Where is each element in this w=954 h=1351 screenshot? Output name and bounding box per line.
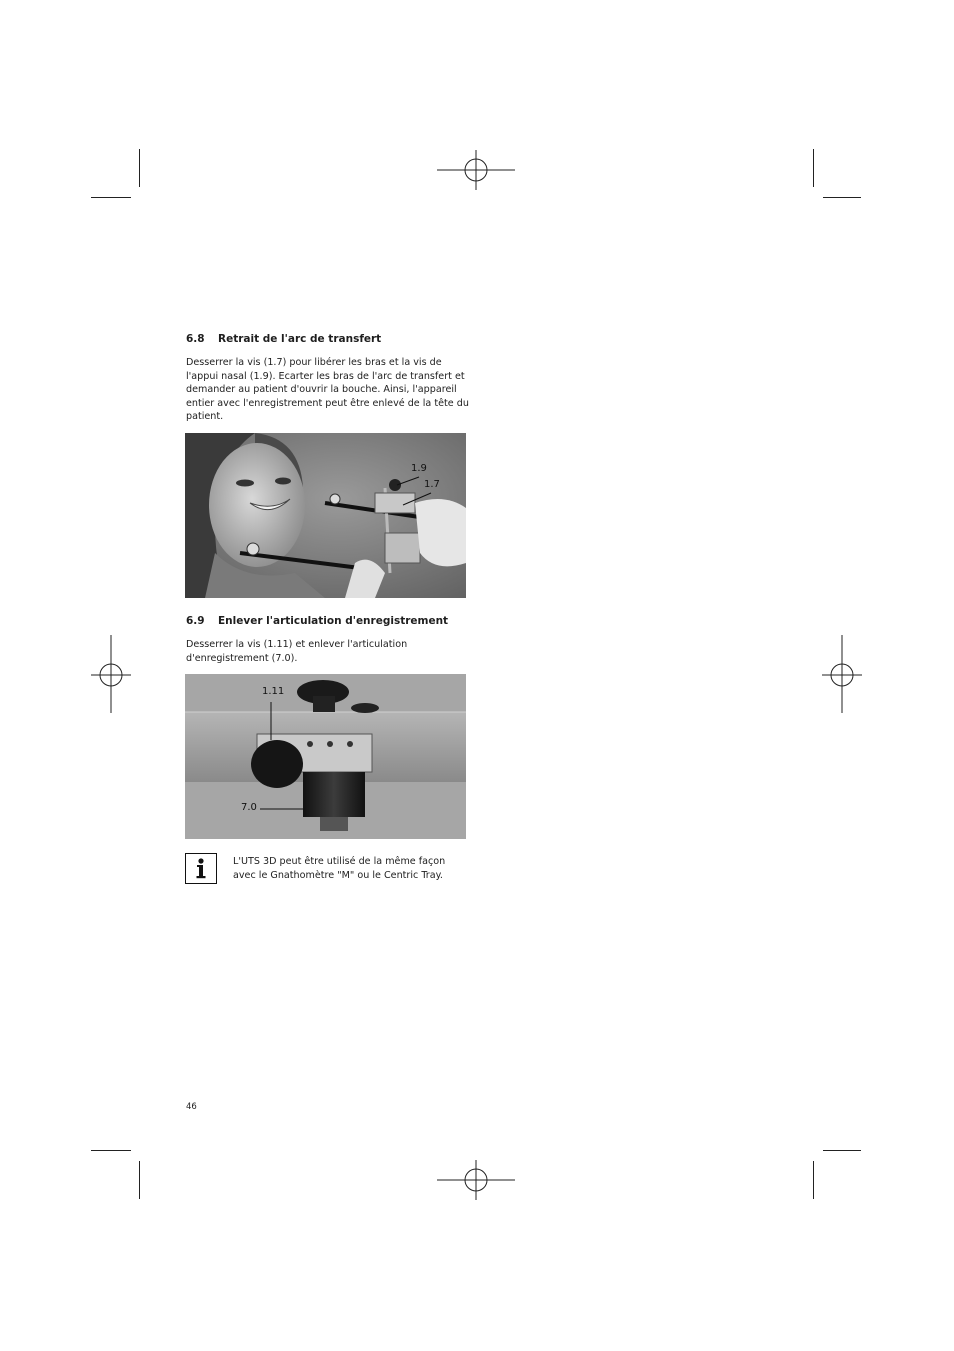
figure-label: 1.7	[424, 479, 440, 490]
crop-mark	[813, 1161, 814, 1199]
section-title-6-9	[186, 615, 448, 627]
crop-mark	[91, 1150, 131, 1151]
section-number: 6.9	[186, 615, 205, 627]
figure-label: 7.0	[241, 802, 257, 813]
crop-mark	[823, 1150, 861, 1151]
crop-mark	[823, 197, 861, 198]
crop-mark	[91, 197, 131, 198]
crop-mark	[139, 1161, 140, 1199]
section-number: 6.8	[186, 333, 205, 345]
info-glyph	[186, 854, 215, 882]
registration-mark-bottom	[437, 1160, 517, 1200]
registration-mark-right	[822, 635, 862, 715]
section-heading: Retrait de l'arc de transfert	[218, 333, 382, 345]
section-paragraph-6-9: Desserrer la vis (1.11) et enlever l'articulation d'enregistrement (7.0).	[186, 639, 408, 664]
crop-mark	[813, 149, 814, 187]
photo-illustration	[185, 674, 466, 839]
photo-registration-joint	[185, 674, 466, 839]
photo-illustration	[185, 433, 466, 598]
registration-mark-left	[91, 635, 131, 715]
figure-label: 1.11	[262, 686, 285, 697]
photo-transfer-bow-removal	[185, 433, 466, 598]
section-paragraph-6-8: Desserrer la vis (1.7) pour libérer les bras et la vis de l'appui nasal (1.9). Ecarter les bras de l'arc de transfert et demander au patient d'ouvrir la bouche. Ainsi, l'appareil entier avec l'enregistrement peut être enlevé de la tête du patient.	[186, 357, 469, 423]
page-number: 46	[186, 1102, 197, 1112]
section-heading: Enlever l'articulation d'enregistrement	[218, 615, 449, 627]
registration-mark-top	[437, 150, 517, 190]
figure-label: 1.9	[411, 463, 427, 474]
section-title-6-8	[186, 333, 381, 345]
crop-mark	[139, 149, 140, 187]
info-icon	[185, 853, 217, 884]
info-note-text: L'UTS 3D peut être utilisé de la même façon avec le Gnathomètre "M" ou le Centric Tray.	[233, 856, 446, 881]
